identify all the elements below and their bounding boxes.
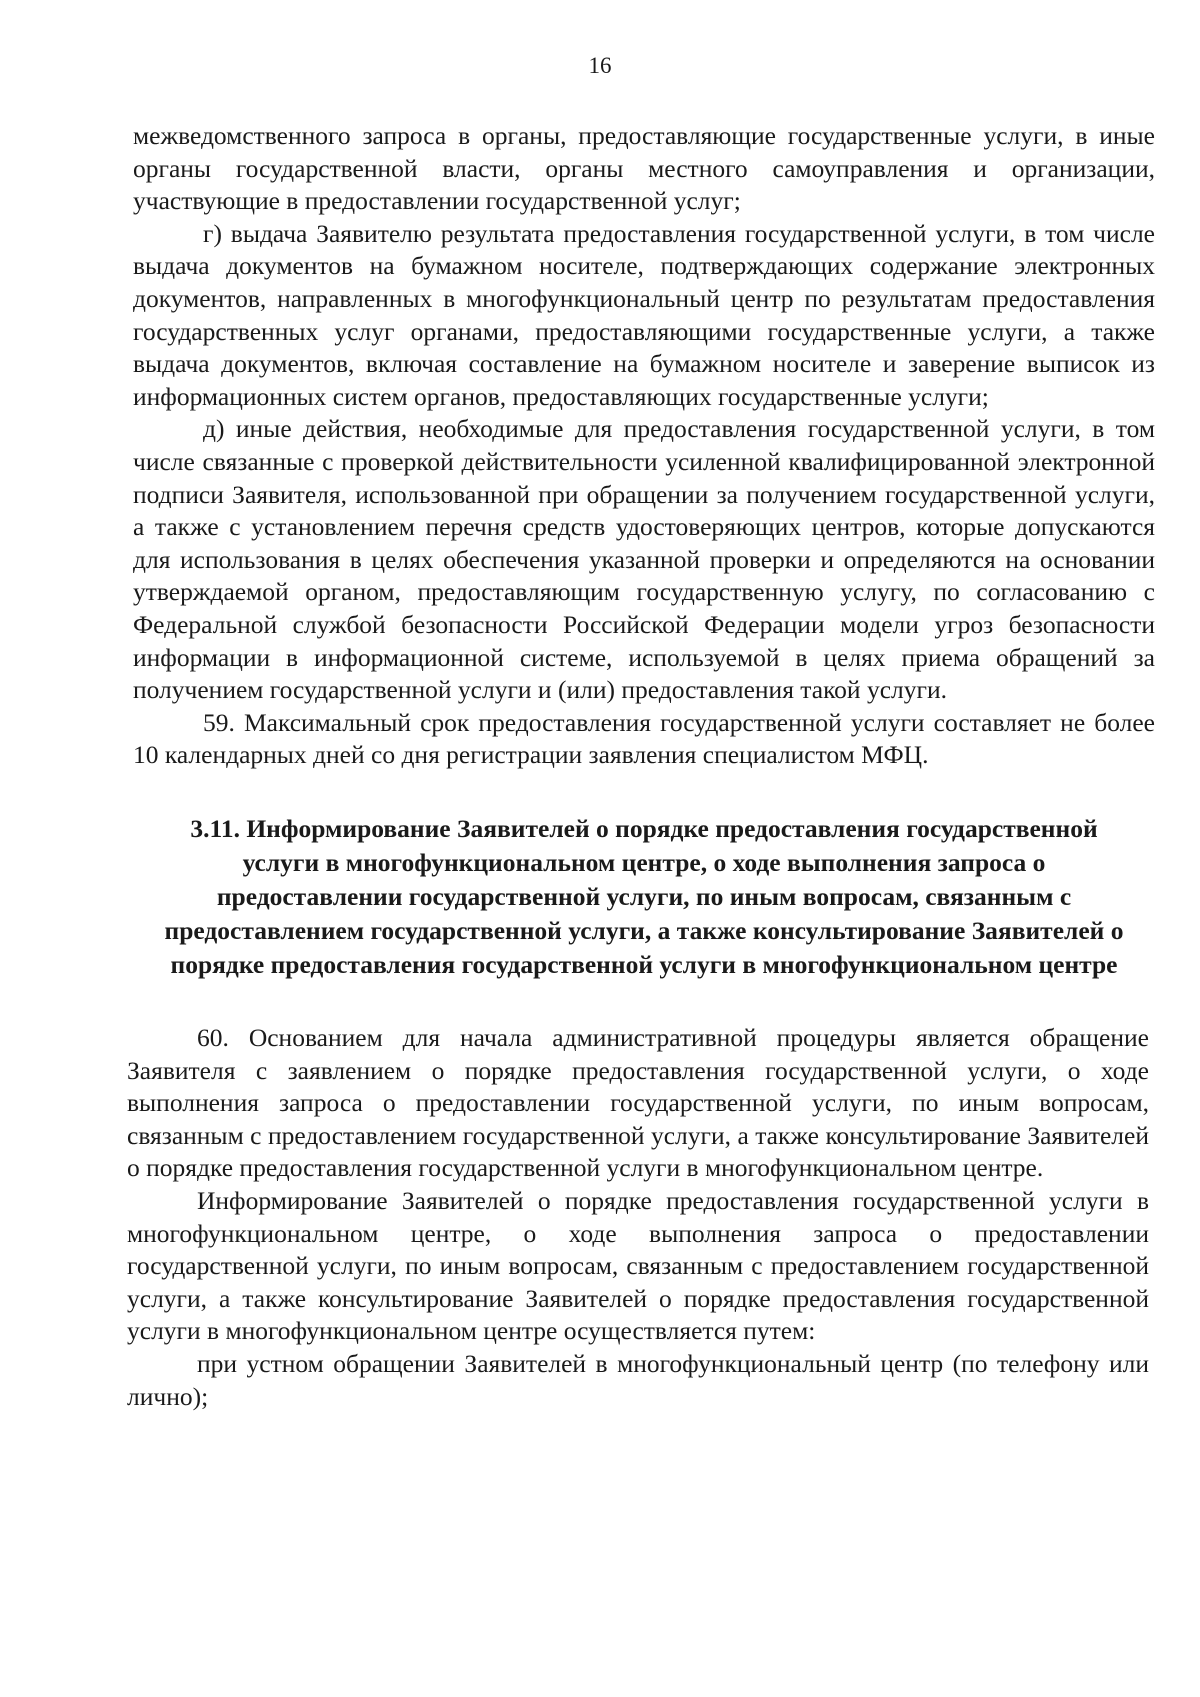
page-number: 16 [588, 53, 612, 78]
paragraph-continuation: межведомственного запроса в органы, предоставляющие государственные услуги, в иные органы государственной власти, органы местного самоуправления и организации, участвующие в предоставлении государственной услуг; [133, 121, 1155, 216]
paragraph-item-g: г) выдача Заявителю результата предоставления государственной услуги, в том числе выдача документов на бумажном носителе, подтверждающих содержание электронных документов, направленных в многофункциональный центр по результатам предоставления государственных услуг органами, предоставляющими государственные услуги, а также выдача документов, включая составление на бумажном носителе и заверение выписок из информационных систем органов, предоставляющих государственные услуги; [133, 218, 1155, 411]
paragraph-informing: Информирование Заявителей о порядке предоставления государственной услуги в многофункциональном центре, о ходе выполнения запроса о предоставлении государственной услуги, по иным вопросам, связанным с предоставлением государственной услуги, а также консультирование Заявителей о порядке предоставления государственной услуги в многофункциональном центре осуществляется путем: [127, 1185, 1149, 1346]
document-body-top [133, 120, 1155, 1022]
paragraph-oral-request: при устном обращении Заявителей в многофункциональный центр (по телефону или лично); [127, 1348, 1149, 1411]
section-heading-3-11: 3.11. Информирование Заявителей о порядке предоставления государственной услуги в многофункциональном центре, о ходе выполнения запроса о предоставлении государственной услуги, по иным вопросам, связанным с предоставлением государственной услуги, а также консультирование Заявителей о порядке предоставления государственной услуги в многофункциональном центре [164, 813, 1124, 979]
paragraph-60: 60. Основанием для начала административной процедуры является обращение Заявителя с заявлением о порядке предоставления государственной услуги, о ходе выполнения запроса о предоставлении государственной услуги, по иным вопросам, связанным с предоставлением государственной услуги, а также консультирование Заявителей о порядке предоставления государственной услуги в многофункциональном центре. [127, 1023, 1149, 1183]
document-body-bottom [127, 1022, 1149, 1413]
paragraph-item-d: д) иные действия, необходимые для предоставления государственной услуги, в том числе связанные с проверкой действительности усиленной квалифицированной электронной подписи Заявителя, использованной при обращении за получением государственной услуги, а также с установлением перечня средств удостоверяющих центров, которые допускаются для использования в целях обеспечения указанной проверки и определяются на основании утверждаемой органом, предоставляющим государственную услугу, по согласованию с Федеральной службой безопасности Российской Федерации модели угроз безопасности информации в информационной системе, используемой в целях приема обращений за получением государственной услуги и (или) предоставления такой услуги. [133, 414, 1155, 705]
paragraph-59: 59. Максимальный срок предоставления государственной услуги составляет не более 10 календарных дней со дня регистрации заявления специалистом МФЦ. [133, 707, 1155, 770]
